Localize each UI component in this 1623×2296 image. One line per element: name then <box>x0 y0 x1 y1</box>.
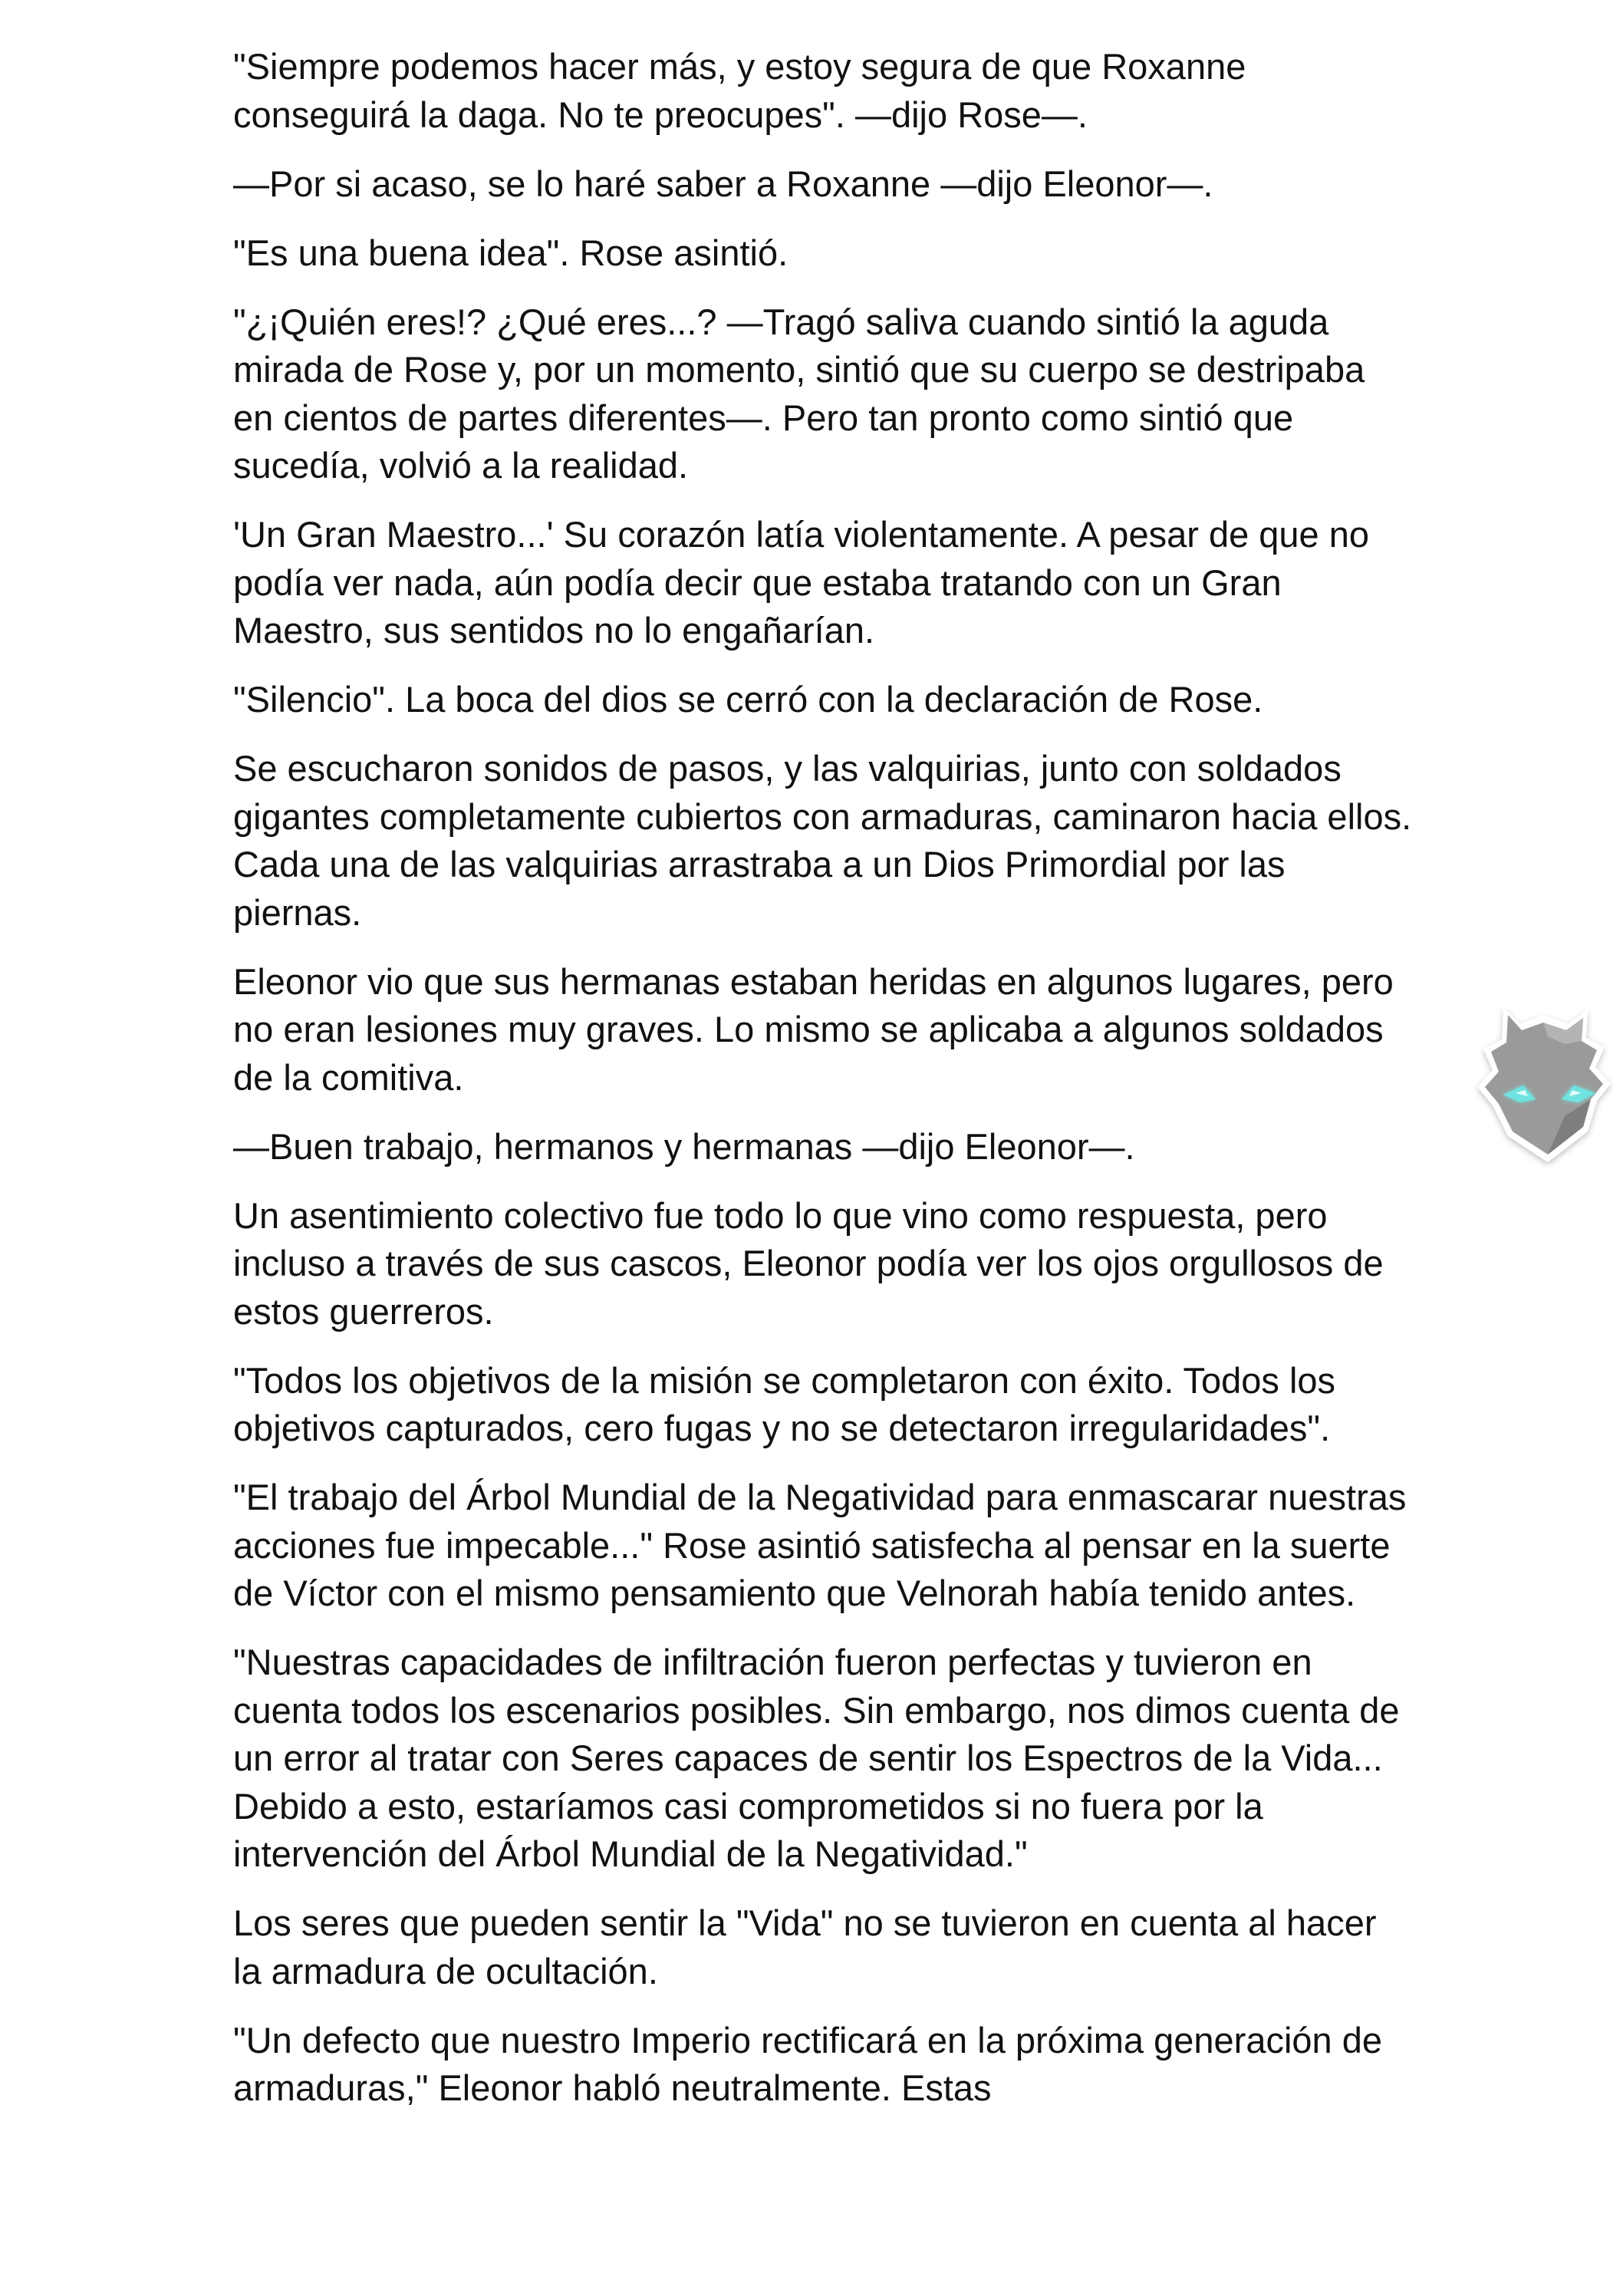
paragraph: "El trabajo del Árbol Mundial de la Negatividad para enmascarar nuestras acciones fue impecable..." Rose asintió satisfecha al pensar en la suerte de Víctor con el mismo pensamiento que Velnorah había tenido antes. <box>233 1477 1407 1613</box>
paragraph: 'Un Gran Maestro...' Su corazón latía violentamente. A pesar de que no podía ver nada, aún podía decir que estaba tratando con un Gran Maestro, sus sentidos no lo engañarían. <box>233 514 1370 651</box>
paragraph: "Nuestras capacidades de infiltración fueron perfectas y tuvieron en cuenta todos los escenarios posibles. Sin embargo, nos dimos cuenta de un error al tratar con Seres capaces de sentir los Espectros de la Vida... Debido a esto, estaríamos casi comprometidos si no fuera por la intervención del Árbol Mundial de la Negatividad." <box>233 1642 1400 1874</box>
paragraph: Se escucharon sonidos de pasos, y las valquirias, junto con soldados gigantes completamente cubiertos con armaduras, caminaron hacia ellos. Cada una de las valquirias arrastraba a un Dios Primordial por las piernas. <box>233 748 1412 933</box>
paragraph: Un asentimiento colectivo fue todo lo que vino como respuesta, pero incluso a través de sus cascos, Eleonor podía ver los ojos orgullosos de estos guerreros. <box>233 1194 1384 1332</box>
paragraph: —Buen trabajo, hermanos y hermanas —dijo Eleonor—. <box>233 1125 1135 1167</box>
demon-head-logo-icon <box>1473 993 1615 1170</box>
paragraph: "Un defecto que nuestro Imperio rectificará en la próxima generación de armaduras," Eleonor habló neutralmente. Estas <box>233 2019 1383 2108</box>
paragraph: "Silencio". La boca del dios se cerró con la declaración de Rose. <box>233 679 1263 720</box>
paragraph: "Todos los objetivos de la misión se completaron con éxito. Todos los objetivos capturados, cero fugas y no se detectaron irregularidades". <box>233 1359 1336 1448</box>
paragraph: "¿¡Quién eres!? ¿Qué eres...? —Tragó saliva cuando sintió la aguda mirada de Rose y, por un momento, sintió que su cuerpo se destripaba en cientos de partes diferentes—. Pero tan pronto como sintió que sucedía, volvió a la realidad. <box>233 301 1365 486</box>
paragraph: —Por si acaso, se lo haré saber a Roxanne —dijo Eleonor—. <box>233 163 1213 204</box>
paragraph: "Siempre podemos hacer más, y estoy segura de que Roxanne conseguirá la daga. No te preocupes". —dijo Rose—. <box>233 46 1246 135</box>
paragraph: "Es una buena idea". Rose asintió. <box>233 232 788 273</box>
paragraph: Los seres que pueden sentir la "Vida" no se tuvieron en cuenta al hacer la armadura de ocultación. <box>233 1902 1377 1991</box>
paragraph: Eleonor vio que sus hermanas estaban heridas en algunos lugares, pero no eran lesiones muy graves. Lo mismo se aplicaba a algunos soldados de la comitiva. <box>233 960 1394 1098</box>
document-body <box>233 43 1414 2133</box>
